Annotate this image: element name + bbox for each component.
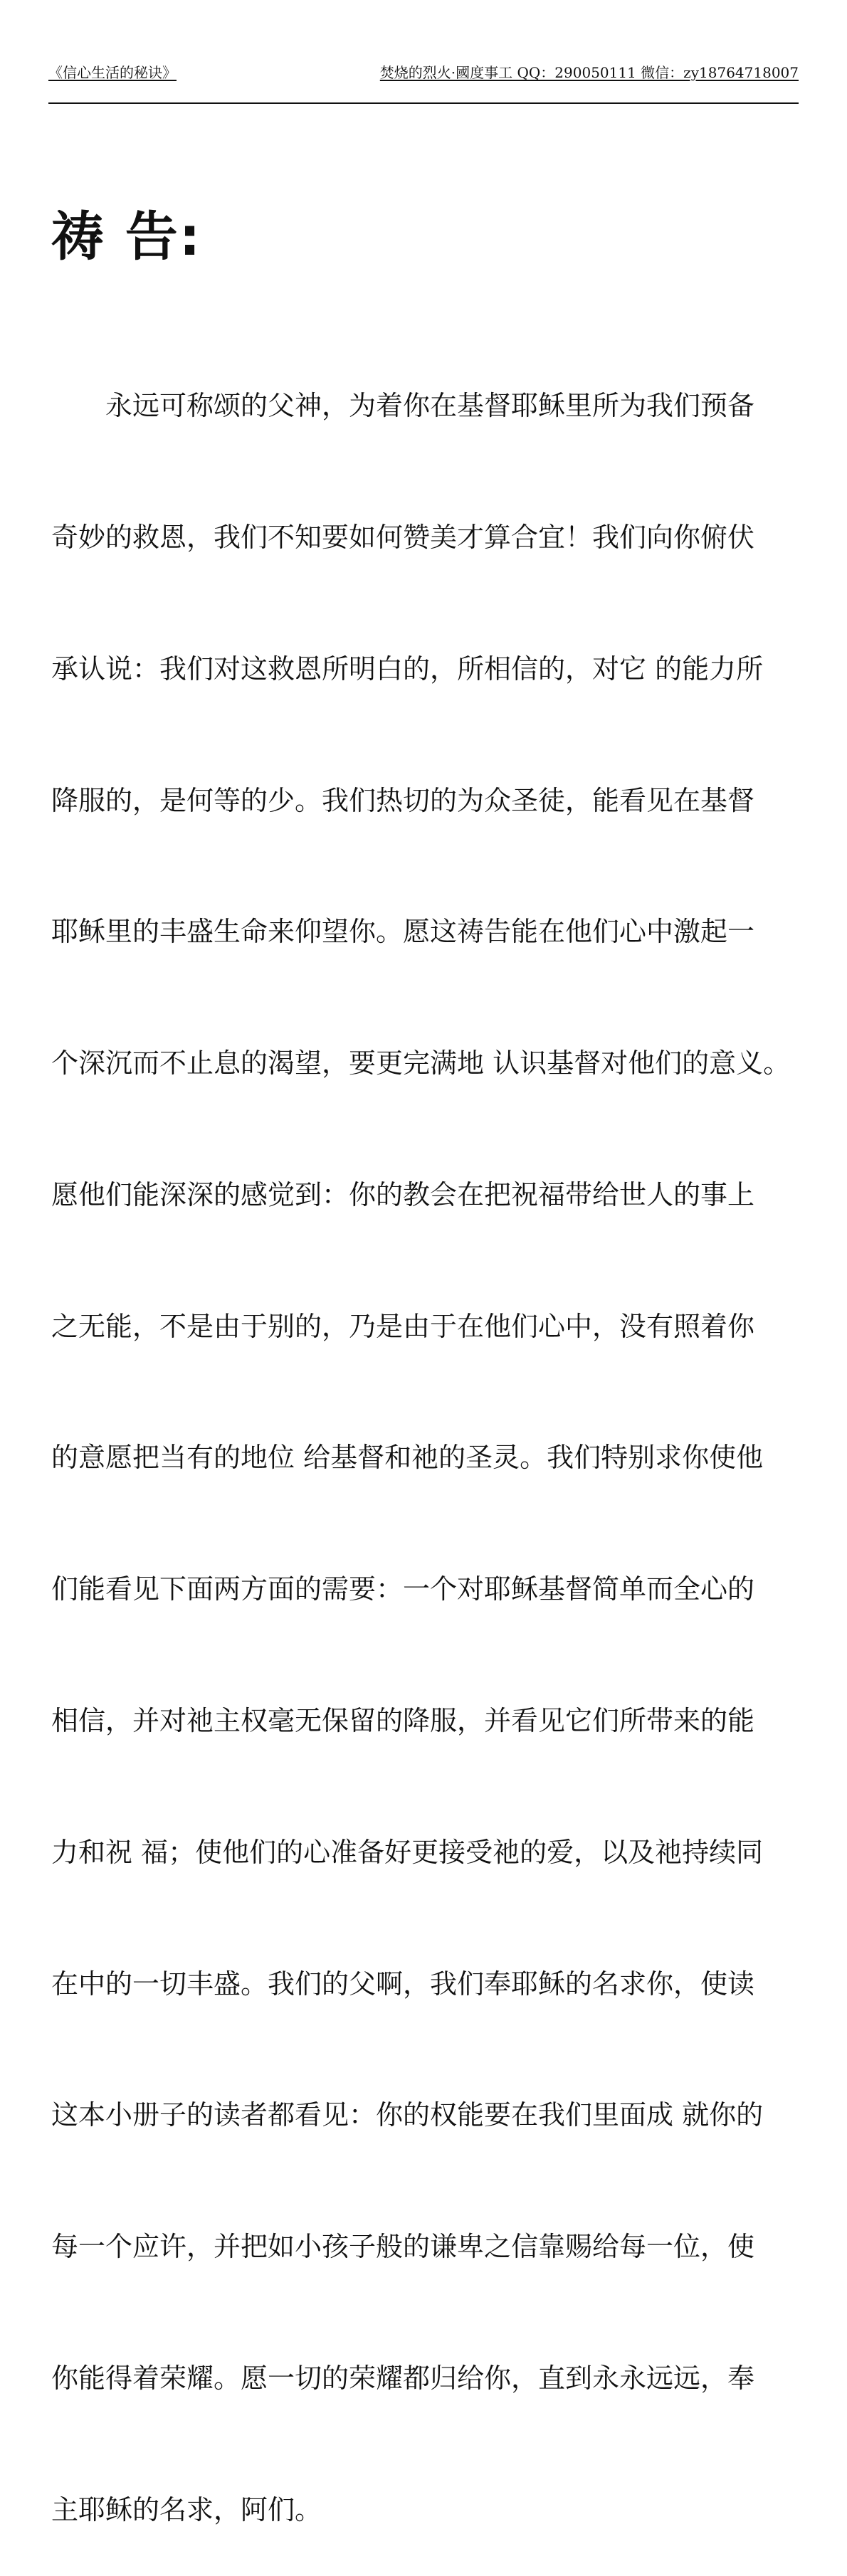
prayer-line: 之无能，不是由于别的，乃是由于在他们心中，没有照着你: [51, 1310, 755, 1342]
prayer-line: 力和祝 福；使他们的心准备好更接受祂的爱，以及祂持续同: [51, 1836, 764, 1868]
page-header: [48, 63, 799, 83]
prayer-line: 相信，并对祂主权毫无保留的降服，并看见它们所带来的能: [51, 1705, 755, 1736]
prayer-line: 永远可称颂的父神，为着你在基督耶稣里所为我们预备: [51, 390, 755, 422]
prayer-line: 耶稣里的丰盛生命来仰望你。愿这祷告能在他们心中激起一: [51, 916, 755, 948]
header-divider: [48, 102, 799, 104]
section-title: 祷 告:: [51, 206, 202, 268]
prayer-line: 的意愿把当有的地位 给基督和祂的圣灵。我们特别求你使他: [51, 1442, 764, 1474]
prayer-line: 主耶稣的名求，阿们。: [51, 2493, 322, 2525]
prayer-line: 在中的一切丰盛。我们的父啊，我们奉耶稣的名求你，使读: [51, 1968, 755, 2000]
prayer-line: 个深沉而不止息的渴望，要更完满地 认识基督对他们的意义。: [51, 1047, 791, 1080]
header-book-title: 《信心生活的秘诀》: [48, 64, 177, 81]
prayer-line: 降服的，是何等的少。我们热切的为众圣徒，能看见在基督: [51, 784, 755, 816]
prayer-line: 这本小册子的读者都看见：你的权能要在我们里面成 就你的: [51, 2099, 764, 2131]
prayer-line: 承认说：我们对这救恩所明白的，所相信的，对它 的能力所: [51, 653, 764, 685]
prayer-line: 愿他们能深深的感觉到：你的教会在把祝福带给世人的事上: [51, 1178, 755, 1210]
prayer-paragraph: [51, 297, 806, 2576]
prayer-line: 奇妙的救恩，我们不知要如何赞美才算合宜！我们向你俯伏: [51, 521, 755, 553]
prayer-line: 们能看见下面两方面的需要：一个对耶稣基督简单而全心的: [51, 1573, 755, 1605]
header-source-contact: 焚烧的烈火·國度事工 QQ：290050111 微信：zy18764718007: [379, 64, 799, 81]
prayer-line: 每一个应许，并把如小孩子般的谦卑之信靠赐给每一位，使: [51, 2231, 755, 2263]
prayer-line: 你能得着荣耀。愿一切的荣耀都归给你，直到永永远远，奉: [51, 2362, 755, 2394]
